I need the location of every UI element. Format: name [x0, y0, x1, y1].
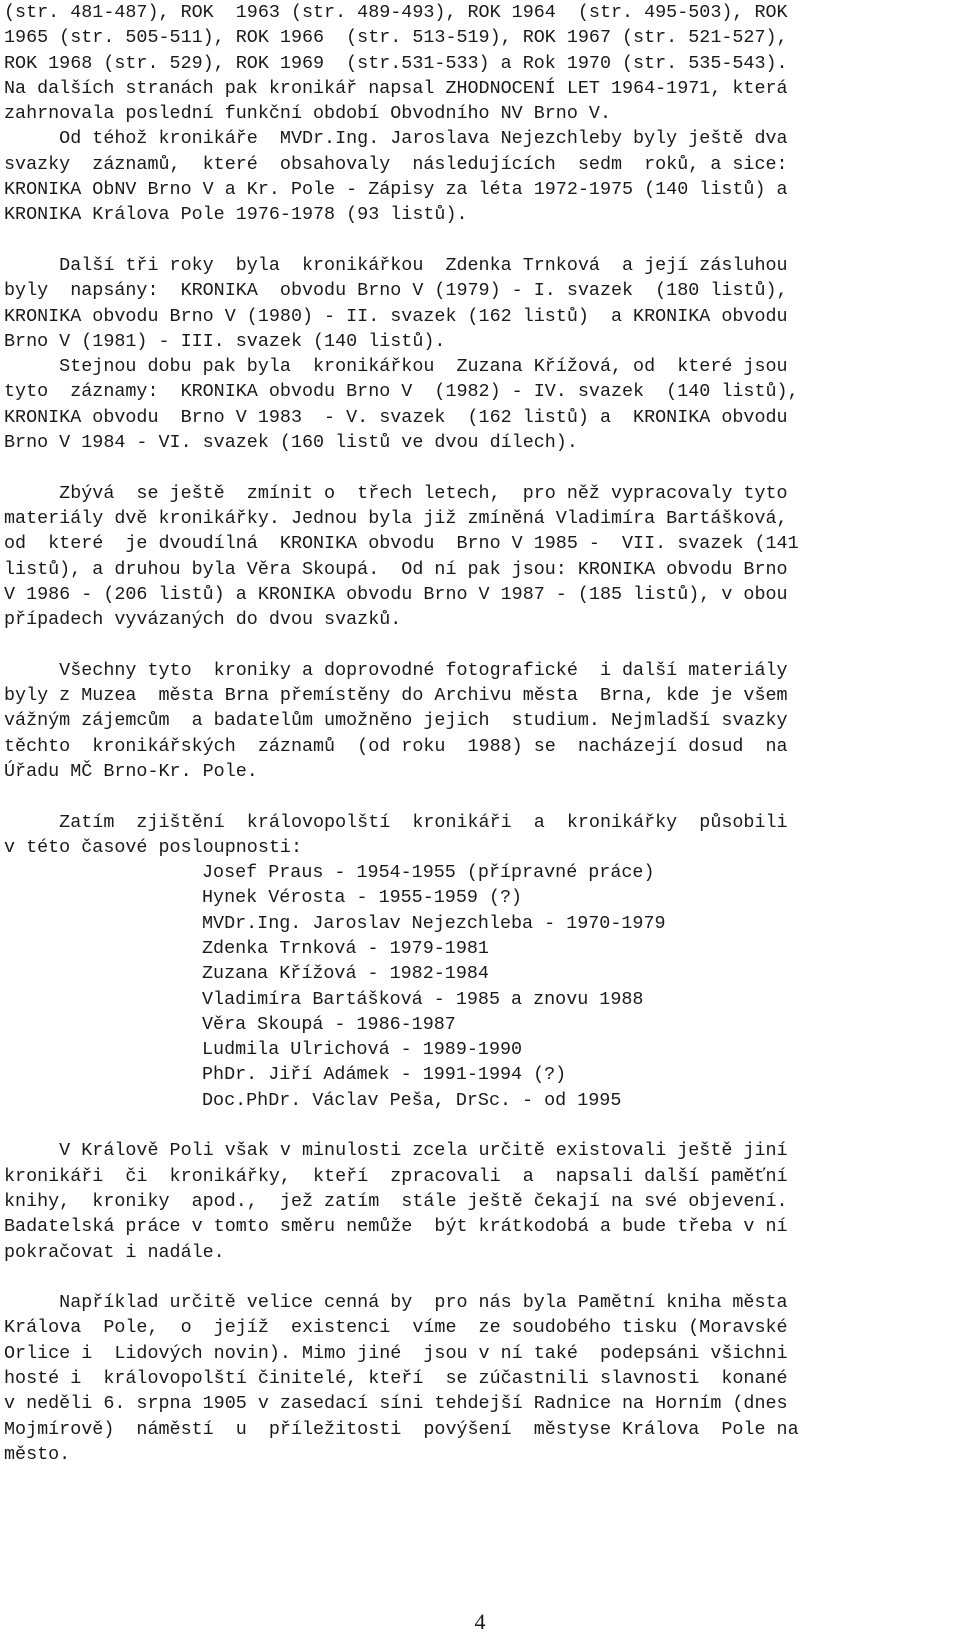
list-item: Zdenka Trnková - 1979-1981 — [202, 937, 489, 959]
list-item: PhDr. Jiří Adámek - 1991-1994 (?) — [202, 1064, 567, 1086]
text-line: Stejnou dobu pak byla kronikářkou Zuzana Křížová, od které jsou — [4, 356, 788, 378]
document-page — [4, 0, 954, 1467]
list-item: Doc.PhDr. Václav Peša, DrSc. - od 1995 — [202, 1089, 622, 1111]
paragraph-spacer — [4, 1113, 954, 1138]
text-line: Například určitě velice cenná by pro nás byla Pamětní kniha města — [4, 1292, 788, 1314]
text-line: kronikáři či kronikářky, kteří zpracovali a napsali další paměťní — [4, 1165, 788, 1187]
chronicler-list — [4, 860, 954, 1113]
paragraph-spacer — [4, 632, 954, 657]
paragraph-chronicler-intro — [4, 810, 954, 861]
text-line: KRONIKA obvodu Brno V 1983 - V. svazek (162 listů) a KRONIKA obvodu — [4, 406, 788, 428]
text-line: byly z Muzea města Brna přemístěny do Archivu města Brna, kde je všem — [4, 685, 788, 707]
text-line: Mojmírově) náměstí u příležitosti povýšení městyse Králova Pole na — [4, 1418, 799, 1440]
text-line: v neděli 6. srpna 1905 v zasedací síni tehdejší Radnice na Horním (dnes — [4, 1393, 788, 1415]
text-line: v této časové posloupnosti: — [4, 836, 302, 858]
paragraph-chronicles-1963-1978 — [4, 0, 954, 228]
paragraph-spacer — [4, 228, 954, 253]
paragraph-chronicles-1979-1984 — [4, 253, 954, 455]
text-line: ROK 1968 (str. 529), ROK 1969 (str.531-533) a Rok 1970 (str. 535-543). — [4, 52, 788, 74]
paragraph-spacer — [4, 784, 954, 809]
text-line: Na dalších stranách pak kronikář napsal ZHODNOCENÍ LET 1964-1971, která — [4, 77, 788, 99]
list-item: Hynek Vérosta - 1955-1959 (?) — [202, 887, 523, 909]
text-line: V Králově Poli však v minulosti zcela určitě existovali ještě jiní — [4, 1140, 788, 1162]
text-line: od které je dvoudílná KRONIKA obvodu Brno V 1985 - VII. svazek (141 — [4, 533, 799, 555]
paragraph-spacer — [4, 455, 954, 480]
text-line: Všechny tyto kroniky a doprovodné fotografické i další materiály — [4, 659, 788, 681]
list-item: MVDr.Ing. Jaroslav Nejezchleba - 1970-1979 — [202, 912, 666, 934]
paragraph-archive — [4, 658, 954, 784]
paragraph-other-chroniclers — [4, 1138, 954, 1264]
text-line: tyto záznamy: KRONIKA obvodu Brno V (1982) - IV. svazek (140 listů), — [4, 381, 799, 403]
text-line: Zbývá se ještě zmínit o třech letech, pro něž vypracovaly tyto — [4, 482, 788, 504]
paragraph-chronicles-1985-1987 — [4, 481, 954, 633]
text-line: (str. 481-487), ROK 1963 (str. 489-493), ROK 1964 (str. 495-503), ROK — [4, 2, 788, 23]
text-line: byly napsány: KRONIKA obvodu Brno V (1979) - I. svazek (180 listů), — [4, 280, 788, 302]
text-line: V 1986 - (206 listů) a KRONIKA obvodu Brno V 1987 - (185 listů), v obou — [4, 583, 788, 605]
text-line: materiály dvě kronikářky. Jednou byla již zmíněná Vladimíra Bartášková, — [4, 507, 788, 529]
list-item: Josef Praus - 1954-1955 (přípravné práce) — [202, 862, 655, 884]
text-line: případech vyvázaných do dvou svazků. — [4, 609, 402, 631]
text-line: Brno V (1981) - III. svazek (140 listů). — [4, 330, 446, 352]
text-line: KRONIKA obvodu Brno V (1980) - II. svazek (162 listů) a KRONIKA obvodu — [4, 305, 788, 327]
text-line: těchto kronikářských záznamů (od roku 1988) se nacházejí dosud na — [4, 735, 788, 757]
text-line: Badatelská práce v tomto směru nemůže být krátkodobá a bude třeba v ní — [4, 1216, 788, 1238]
text-line: KRONIKA Králova Pole 1976-1978 (93 listů). — [4, 204, 468, 226]
text-line: listů), a druhou byla Věra Skoupá. Od ní pak jsou: KRONIKA obvodu Brno — [4, 558, 788, 580]
text-line: zahrnovala poslední funkční období Obvodního NV Brno V. — [4, 103, 611, 125]
text-line: hosté i královopolští činitelé, kteří se zúčastnili slavnosti konané — [4, 1368, 788, 1390]
text-line: Úřadu MČ Brno-Kr. Pole. — [4, 760, 258, 782]
text-line: knihy, kroniky apod., jež zatím stále ještě čekají na své objevení. — [4, 1190, 788, 1212]
text-line: Králova Pole, o jejíž existenci víme ze soudobého tisku (Moravské — [4, 1317, 788, 1339]
text-line: město. — [4, 1443, 71, 1465]
text-line: Orlice i Lidových novin). Mimo jiné jsou v ní také podepsáni všichni — [4, 1342, 788, 1364]
text-line: Brno V 1984 - VI. svazek (160 listů ve dvou dílech). — [4, 432, 578, 454]
text-line: svazky záznamů, které obsahovaly následujících sedm roků, a sice: — [4, 153, 788, 175]
paragraph-memorial-book — [4, 1290, 954, 1467]
list-item: Vladimíra Bartášková - 1985 a znovu 1988 — [202, 988, 644, 1010]
list-item: Ludmila Ulrichová - 1989-1990 — [202, 1039, 523, 1061]
text-line: KRONIKA ObNV Brno V a Kr. Pole - Zápisy za léta 1972-1975 (140 listů) a — [4, 179, 788, 201]
text-line: vážným zájemcům a badatelům umožněno jejich studium. Nejmladší svazky — [4, 710, 788, 732]
list-item: Zuzana Křížová - 1982-1984 — [202, 963, 489, 985]
text-line: 1965 (str. 505-511), ROK 1966 (str. 513-519), ROK 1967 (str. 521-527), — [4, 27, 788, 49]
text-line: Zatím zjištění královopolští kronikáři a kronikářky působili — [4, 811, 788, 833]
text-line: pokračovat i nadále. — [4, 1241, 225, 1263]
list-item: Věra Skoupá - 1986-1987 — [202, 1013, 456, 1035]
page-number: 4 — [474, 1609, 486, 1634]
paragraph-spacer — [4, 1265, 954, 1290]
text-line: Od téhož kronikáře MVDr.Ing. Jaroslava Nejezchleby byly ještě dva — [4, 128, 788, 150]
text-line: Další tři roky byla kronikářkou Zdenka Trnková a její zásluhou — [4, 254, 788, 276]
